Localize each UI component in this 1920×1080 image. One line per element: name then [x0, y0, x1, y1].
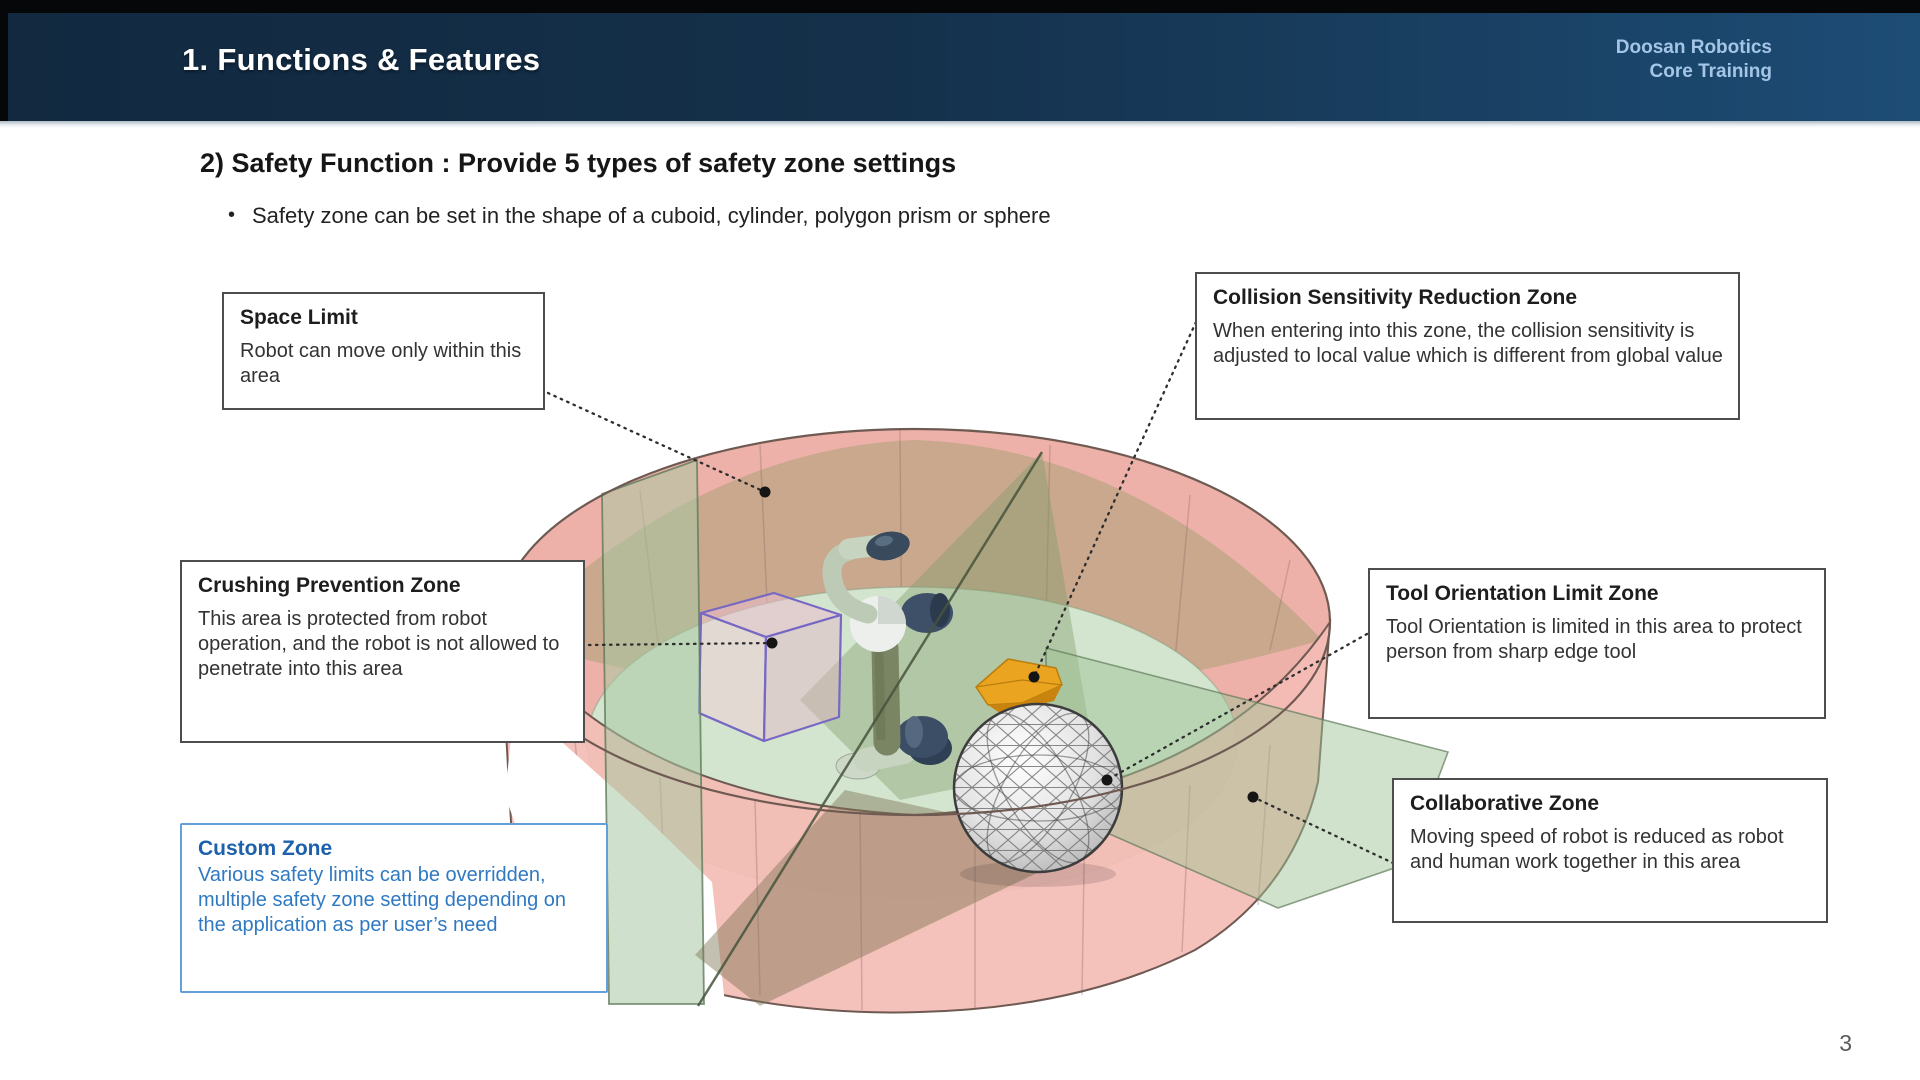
callout-crushing-prevention	[180, 560, 585, 743]
section-title: 1. Functions & Features	[182, 42, 541, 77]
callout-body: Various safety limits can be overridden, multiple safety zone setting depending on the application as per user’s need	[198, 864, 567, 937]
brand-line-1: Doosan Robotics	[1615, 37, 1772, 58]
slide-subtitle: 2) Safety Function : Provide 5 types of safety zone settings	[200, 148, 957, 178]
callout-title: Space Limit	[240, 306, 358, 329]
crushing-cube-graphic	[699, 593, 841, 741]
callout-space-limit	[222, 292, 545, 410]
callout-title: Custom Zone	[198, 837, 333, 860]
bullet-marker: •	[228, 204, 236, 226]
callout-body: Tool Orientation is limited in this area to protect person from sharp edge tool	[1386, 616, 1802, 664]
callout-body: This area is protected from robot operation, and the robot is not allowed to penetrate into this area	[198, 608, 560, 681]
page-number: 3	[1839, 1030, 1852, 1056]
callout-title: Collaborative Zone	[1410, 792, 1600, 815]
callout-body: Moving speed of robot is reduced as robot and human work together in this area	[1410, 826, 1784, 874]
brand-line-2: Core Training	[1649, 60, 1772, 82]
left-safety-plane	[602, 460, 704, 1004]
callout-collision-sensitivity	[1195, 272, 1740, 420]
callout-title: Collision Sensitivity Reduction Zone	[1213, 286, 1578, 309]
callout-body: When entering into this zone, the collision sensitivity is adjusted to local value which is different from global value	[1213, 320, 1723, 368]
callout-tool-orientation	[1368, 568, 1826, 719]
callout-body: Robot can move only within this area	[240, 340, 522, 388]
callout-title: Tool Orientation Limit Zone	[1386, 582, 1659, 605]
callout-title: Crushing Prevention Zone	[198, 574, 461, 597]
callout-custom-zone	[180, 823, 608, 993]
bullet-text: Safety zone can be set in the shape of a cuboid, cylinder, polygon prism or sphere	[252, 203, 1051, 228]
callout-collaborative	[1392, 778, 1828, 923]
